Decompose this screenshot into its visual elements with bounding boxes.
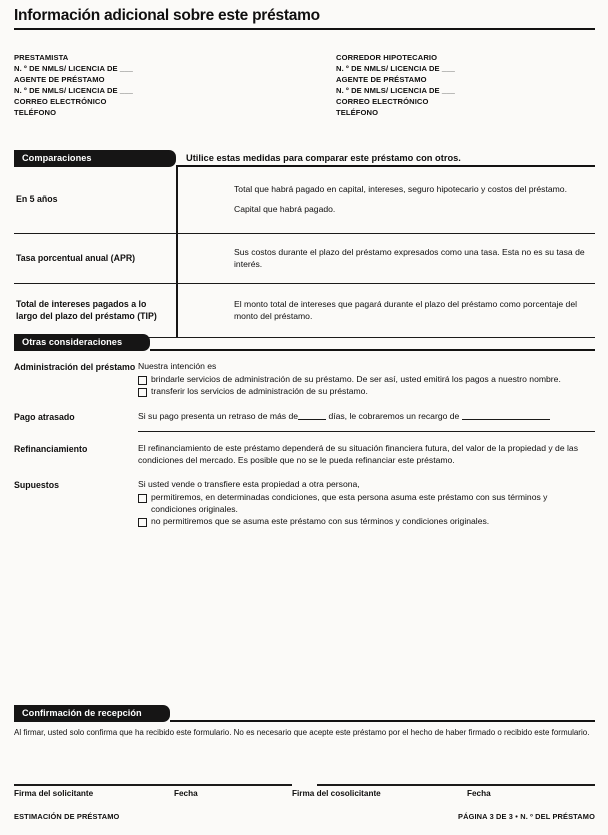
servicing-option-2[interactable] <box>138 386 595 398</box>
late-payment-text-before: Si su pago presenta un retraso de más de <box>138 410 299 421</box>
checkbox-icon[interactable] <box>138 376 147 385</box>
assumption-intro: Si usted vende o transfiere esta propiedad a otra persona, <box>138 479 360 490</box>
late-payment-text <box>138 411 595 423</box>
coapplicant-date-label: Fecha <box>467 788 491 798</box>
signatures-block <box>14 784 595 798</box>
servicing-body <box>138 361 595 398</box>
comparisons-row-tip <box>14 284 595 338</box>
lender-line-1: N. º DE NMLS/ LICENCIA DE ___ <box>14 64 133 74</box>
checkbox-icon[interactable] <box>138 494 147 503</box>
confirmation-header-row <box>14 705 595 722</box>
title-underline-rule <box>14 28 595 30</box>
coapplicant-signature-line[interactable] <box>317 784 595 786</box>
broker-line-1: N. º DE NMLS/ LICENCIA DE ___ <box>336 64 455 74</box>
broker-line-3: N. º DE NMLS/ LICENCIA DE ___ <box>336 86 455 96</box>
assumption-row <box>14 479 595 527</box>
servicing-option-1[interactable] <box>138 374 595 386</box>
comparisons-row-5years <box>14 167 595 234</box>
coapplicant-signature-label: Firma del cosolicitante <box>292 788 381 798</box>
footer-page-number: PÁGINA 3 DE 3 • N. º DEL PRÉSTAMO <box>458 812 595 821</box>
broker-line-5: TELÉFONO <box>336 108 379 118</box>
comparisons-row-label: En 5 años <box>16 194 58 205</box>
servicing-option-label: transferir los servicios de administración de su préstamo. <box>151 386 368 397</box>
late-payment-row <box>14 411 595 423</box>
late-payment-fee-blank[interactable] <box>462 419 550 420</box>
broker-line-4: CORREO ELECTRÓNICO <box>336 97 429 107</box>
servicing-option-label: brindarle servicios de administración de su préstamo. De ser así, usted emitirá los pagos a nuestro nombre. <box>151 373 561 384</box>
late-payment-text-middle: días, le cobraremos un recargo de <box>328 410 460 421</box>
broker-line-0: CORREDOR HIPOTECARIO <box>336 53 438 62</box>
lender-line-2: AGENTE DE PRÉSTAMO <box>14 75 105 85</box>
lender-line-3: N. º DE NMLS/ LICENCIA DE ___ <box>14 86 133 96</box>
late-payment-section-rule <box>138 431 595 432</box>
comparisons-row-label: Tasa porcentual anual (APR) <box>16 252 136 263</box>
comparisons-section <box>14 150 595 338</box>
assumption-option-label: permitiremos, en determinadas condiciones, que esta persona asuma este préstamo con sus términos y condiciones originales. <box>151 491 548 514</box>
lender-contact-column <box>14 52 336 119</box>
assumption-option-label: no permitiremos que se asuma este préstamo con sus términos y condiciones originales. <box>151 516 490 527</box>
comparisons-row-paragraph: El monto total de intereses que pagará durante el plazo del préstamo como porcentaje del monto del préstamo. <box>234 298 578 321</box>
assumption-option-1[interactable] <box>138 492 595 515</box>
other-considerations-header-row <box>14 334 595 351</box>
checkbox-icon[interactable] <box>138 388 147 397</box>
refinance-row <box>14 443 595 466</box>
applicant-signature-label: Firma del solicitante <box>14 788 94 798</box>
refinance-body <box>138 443 595 466</box>
refinance-label: Refinanciamiento <box>14 444 88 455</box>
late-payment-label: Pago atrasado <box>14 411 75 422</box>
comparisons-heading: Utilice estas medidas para comparar este préstamo con otros. <box>186 153 461 163</box>
assumption-body <box>138 479 595 527</box>
comparisons-row-paragraph: Total que habrá pagado en capital, intereses, seguro hipotecario y costos del préstamo. <box>234 184 567 195</box>
comparisons-row-description <box>176 167 595 233</box>
lender-line-4: CORREO ELECTRÓNICO <box>14 97 107 107</box>
servicing-row <box>14 361 595 398</box>
refinance-text: El refinanciamiento de este préstamo dependerá de su situación financiera futura, del valor de la propiedad y de las condiciones del mercado. Es posible que no se le pueda refinanciar este préstamo. <box>138 443 578 465</box>
applicant-signature-line[interactable] <box>14 784 292 786</box>
confirmation-text: Al firmar, usted solo confirma que ha recibido este formulario. No es necesario que acepte este préstamo por el hecho de haber firmado o recibido este formulario. <box>14 728 590 737</box>
late-payment-days-blank[interactable] <box>298 419 326 420</box>
assumption-option-2[interactable] <box>138 516 595 528</box>
lender-line-5: TELÉFONO <box>14 108 57 118</box>
comparisons-row-paragraph: Capital que habrá pagado. <box>234 204 336 214</box>
contacts-block <box>14 52 595 119</box>
page-title-block <box>14 6 595 30</box>
lender-line-0: PRESTAMISTA <box>14 53 69 62</box>
other-considerations-section <box>14 334 595 528</box>
footer-form-name: ESTIMACIÓN DE PRÉSTAMO <box>14 812 120 821</box>
broker-line-2: AGENTE DE PRÉSTAMO <box>336 75 427 85</box>
late-payment-body <box>138 411 595 423</box>
assumption-label: Supuestos <box>14 480 59 491</box>
comparisons-bar-label: Comparaciones <box>14 150 176 167</box>
confirmation-section <box>14 705 595 739</box>
comparisons-row-paragraph: Sus costos durante el plazo del préstamo expresados como una tasa. Esta no es su tasa de interés. <box>234 246 585 269</box>
servicing-label: Administración del préstamo <box>14 362 136 372</box>
other-considerations-bar-label: Otras consideraciones <box>14 334 150 351</box>
comparisons-row-description <box>176 234 595 283</box>
applicant-date-label: Fecha <box>174 788 198 798</box>
confirmation-bar-label: Confirmación de recepción <box>14 705 170 722</box>
checkbox-icon[interactable] <box>138 518 147 527</box>
comparisons-row-description <box>176 284 595 337</box>
comparisons-row-apr <box>14 234 595 284</box>
signature-rules <box>14 784 595 786</box>
comparisons-header-row <box>14 150 595 167</box>
signature-labels <box>14 789 595 798</box>
page-footer <box>14 812 595 821</box>
confirmation-header-rule <box>170 720 595 722</box>
broker-contact-column <box>336 52 595 119</box>
other-considerations-header-rule <box>150 349 595 351</box>
page-title: Información adicional sobre este préstamo <box>14 7 320 24</box>
comparisons-row-label: Total de intereses pagados a lo largo del plazo del préstamo (TIP) <box>16 298 157 321</box>
servicing-intro: Nuestra intención es <box>138 361 217 371</box>
